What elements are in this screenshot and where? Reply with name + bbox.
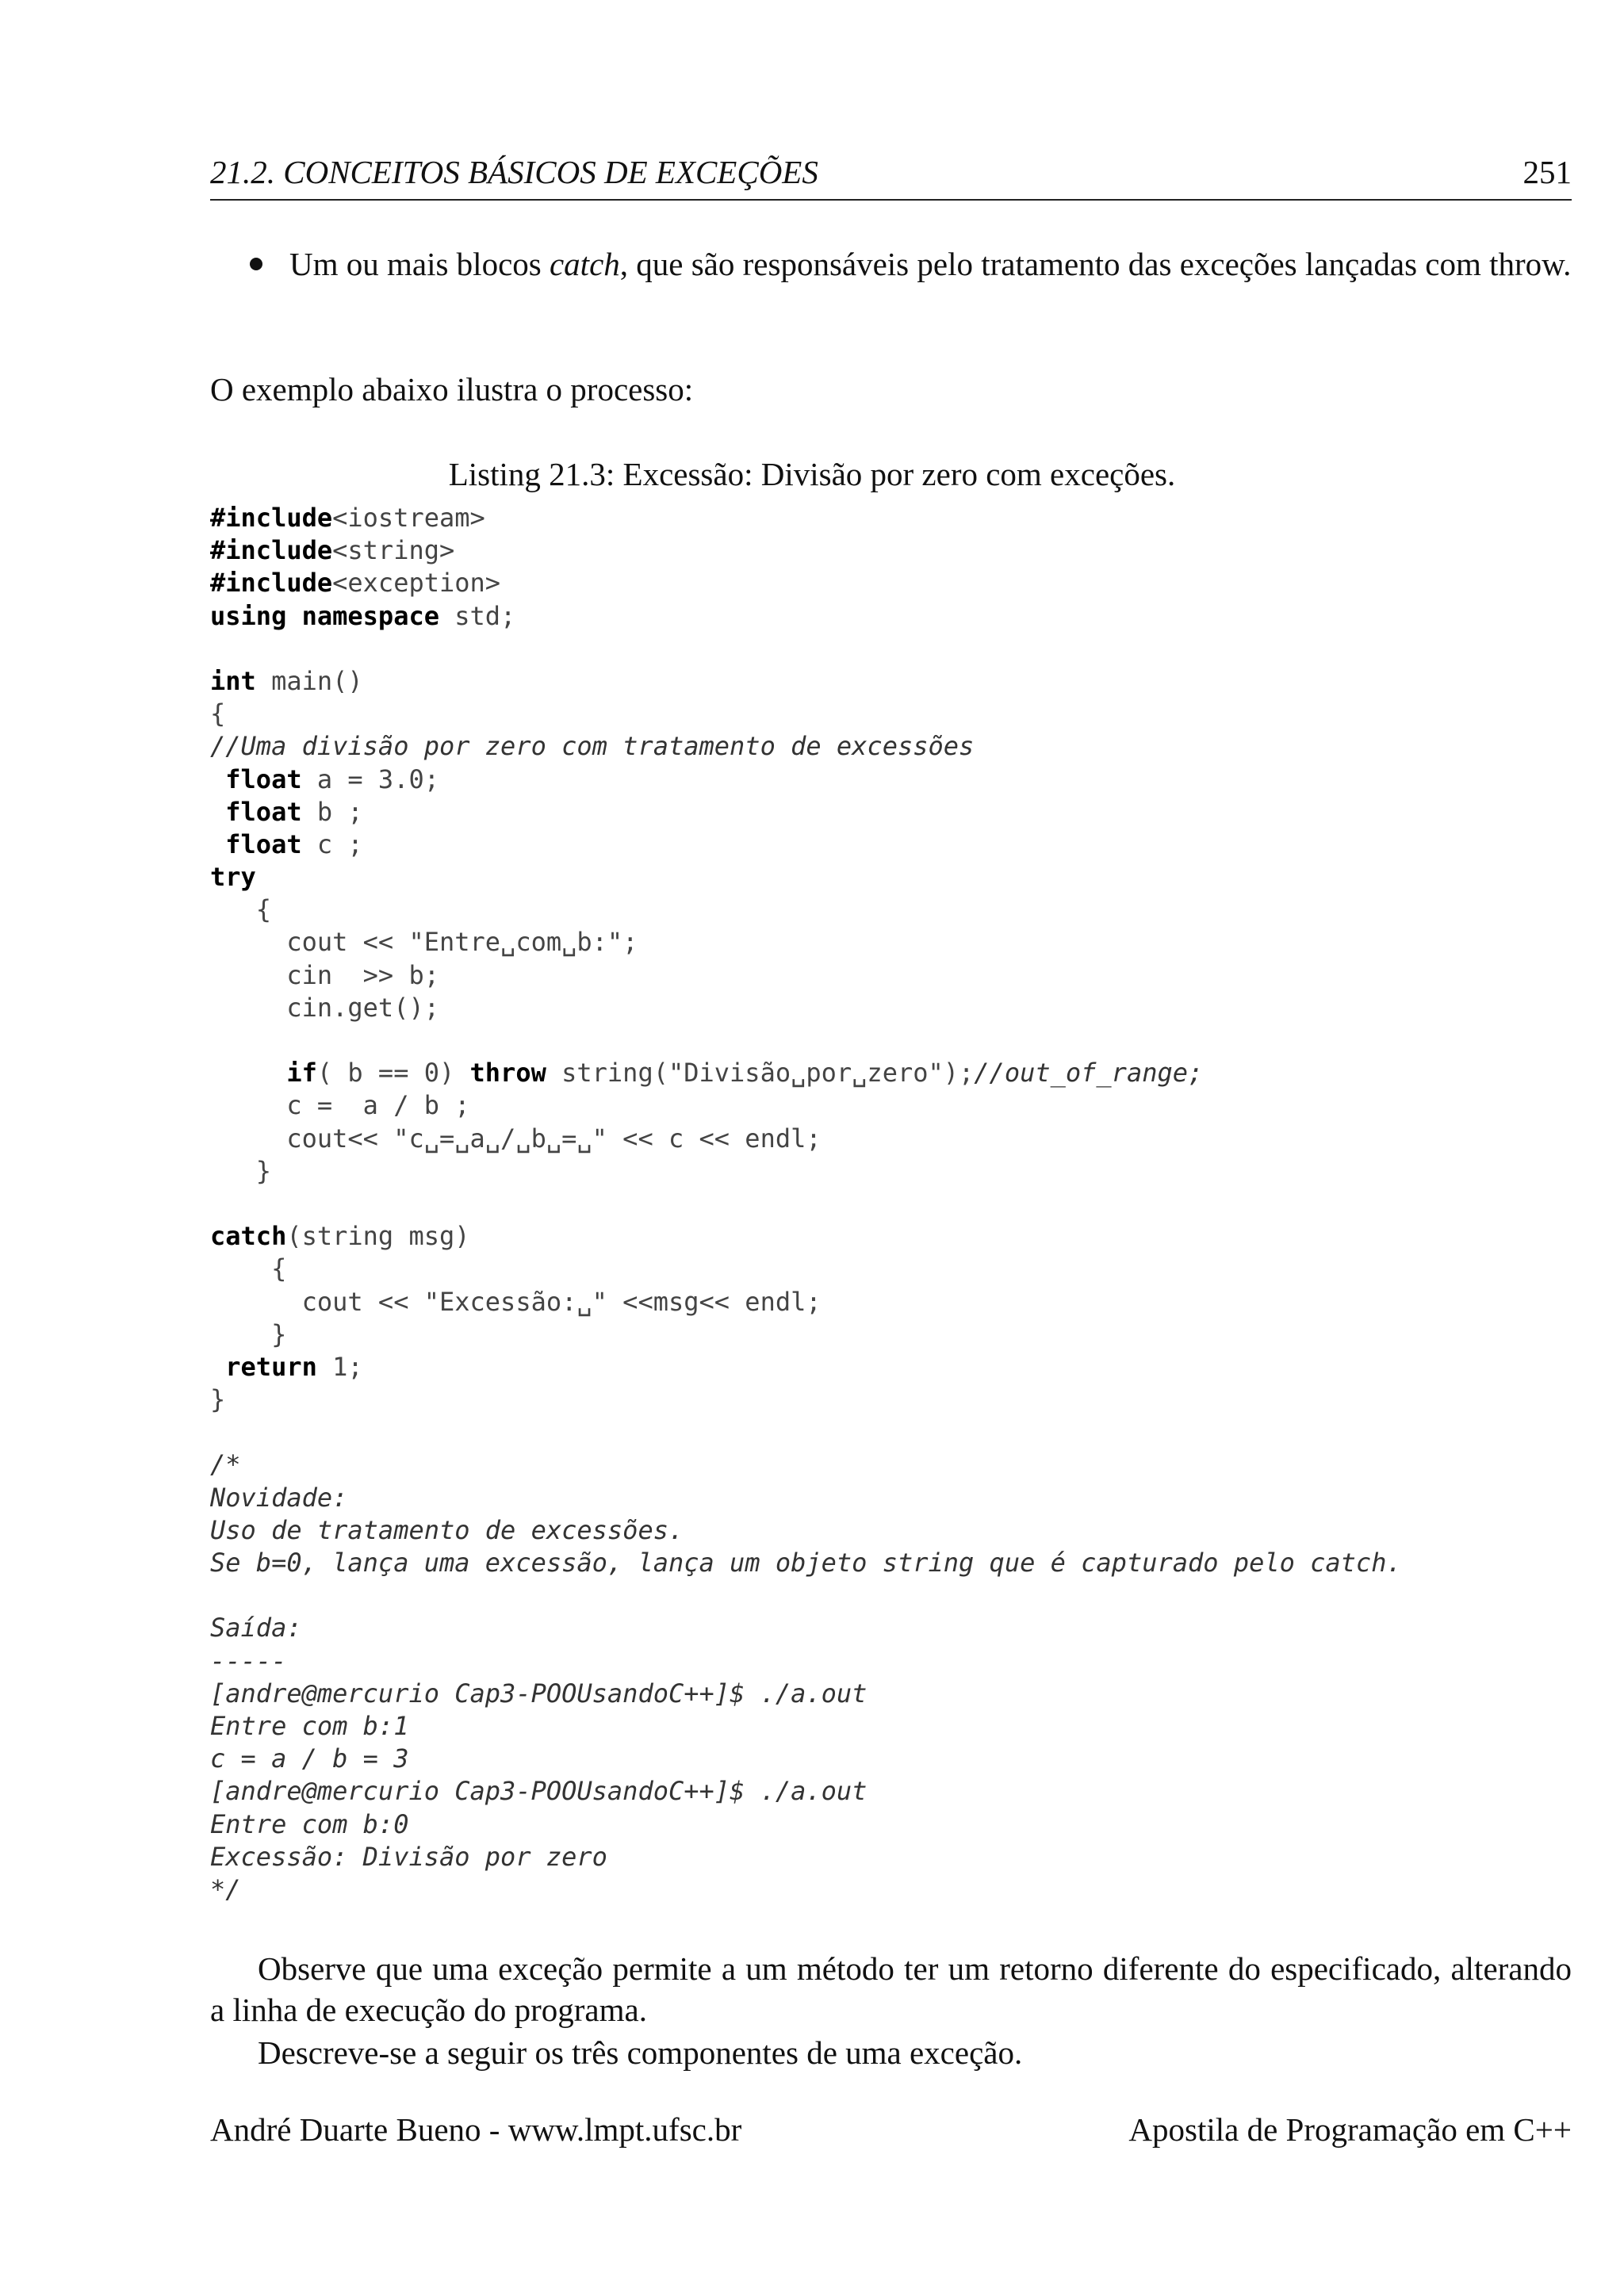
code-text: string("Divisão␣por␣zero"); [546,1058,975,1089]
code-keyword: #include [210,535,333,566]
code-text: <iostream> [332,503,485,533]
code-comment: [andre@mercurio Cap3-POOUsandoC++]$ ./a.out [210,1776,868,1807]
code-keyword: #include [210,568,333,599]
code-keyword: float [225,763,302,794]
code-text: ( b == 0) [316,1058,470,1089]
code-line [210,1024,1402,1057]
code-keyword: using [210,600,287,631]
code-keyword: throw [469,1058,546,1089]
code-line [210,1318,1402,1351]
code-text: cin >> b; [210,959,439,990]
code-line [210,1416,1402,1448]
code-line [210,1089,1402,1122]
code-line [210,1253,1402,1285]
code-line [210,992,1402,1024]
code-line [210,698,1402,730]
code-line [210,1743,1402,1775]
code-line [210,665,1402,698]
bullet-dot-icon [250,258,262,270]
code-line [210,1286,1402,1318]
footer-author: André Duarte Bueno - www.lmpt.ufsc.br [210,2111,742,2148]
code-line [210,959,1402,992]
code-line [210,600,1402,633]
code-line [210,1482,1402,1514]
code-text [210,1058,286,1088]
code-comment: Novidade: [210,1482,348,1513]
paragraph-descreve: Descreve-se a seguir os três componentes de uma exceção. [258,2034,1023,2071]
code-comment: [andre@mercurio Cap3-POOUsandoC++]$ ./a.out [210,1678,868,1709]
section-title: 21.2. CONCEITOS BÁSICOS DE EXCEÇÕES [210,154,818,190]
code-text [210,1352,225,1382]
code-keyword: float [225,828,302,859]
code-text: { [210,698,226,729]
code-line [210,1220,1402,1253]
code-keyword: int [210,665,256,696]
code-line [210,1448,1402,1481]
code-line [210,1775,1402,1808]
code-comment: Saída: [210,1613,302,1644]
code-line [210,894,1402,926]
code-text: std; [439,600,516,631]
code-text: main() [255,665,363,696]
code-text: <string> [332,535,455,566]
code-text [286,601,301,631]
code-keyword: return [225,1351,317,1382]
code-text: { [210,1253,287,1284]
code-comment: Entre com b:1 [210,1710,409,1741]
code-line [210,926,1402,959]
code-text: a = 3.0; [301,763,439,794]
code-text [210,829,225,859]
code-line [210,1841,1402,1873]
code-line [210,1057,1402,1089]
code-comment: */ [210,1873,241,1904]
code-comment: //Uma divisão por zero com tratamento de excessões [210,731,975,762]
code-text: { [210,894,272,925]
code-text: 1; [316,1351,363,1382]
code-line [210,1188,1402,1220]
code-line [210,1678,1402,1710]
code-keyword: catch [210,1221,287,1252]
code-text: } [210,1155,272,1186]
bullet-text-after: , que são responsáveis pelo tratamento das exceções lançadas com throw. [619,246,1572,282]
paragraph-observe: Observe que uma exceção permite a um método ter um retorno diferente do especificado, alterando a linha de execução do programa. [210,1950,1572,2028]
code-line [210,633,1402,665]
code-text [210,797,225,827]
code-line [210,1155,1402,1188]
code-text: } [210,1384,226,1415]
code-text: cout << "Excessão:␣" <<msg<< endl; [210,1286,822,1317]
code-line [210,763,1402,796]
footer-book-title: Apostila de Programação em C++ [1128,2111,1572,2148]
code-line [210,1579,1402,1612]
code-line [210,1873,1402,1906]
code-line [210,1808,1402,1841]
code-keyword: #include [210,503,333,533]
bullet-text [289,243,1571,285]
listing-caption: Listing 21.3: Excessão: Divisão por zero com exceções. [448,456,1176,492]
code-line [210,796,1402,828]
code-text: } [210,1318,287,1349]
code-comment: //out_of_range; [974,1058,1204,1089]
code-line [210,730,1402,763]
code-comment: ----- [210,1645,287,1676]
code-line [210,861,1402,894]
code-line [210,1123,1402,1155]
code-text: cin.get(); [210,992,439,1023]
code-text: c ; [301,828,363,859]
code-line [210,1645,1402,1678]
code-text: cout<< "c␣=␣a␣/␣b␣=␣" << c << endl; [210,1123,822,1154]
code-line [210,1514,1402,1547]
code-line [210,1547,1402,1579]
code-comment: c = a / b = 3 [210,1743,409,1774]
code-line [210,1383,1402,1416]
code-listing [210,502,1402,1906]
page-number: 251 [1522,154,1572,190]
code-line [210,828,1402,861]
code-text: b ; [301,796,363,827]
code-keyword: if [286,1058,317,1089]
code-comment: Se b=0, lança uma excessão, lança um objeto string que é capturado pelo catch. [210,1548,1402,1578]
code-line [210,1710,1402,1743]
code-text: <exception> [332,568,501,599]
code-comment: Entre com b:0 [210,1808,409,1839]
code-keyword: namespace [301,600,439,631]
code-comment: /* [210,1449,241,1480]
code-line [210,1612,1402,1644]
code-line [210,1351,1402,1383]
code-line [210,502,1402,534]
running-header [210,153,1572,201]
intro-paragraph: O exemplo abaixo ilustra o processo: [210,371,694,408]
bullet-text-before: Um ou mais blocos [289,246,550,282]
code-text [210,764,225,794]
code-text: cout << "Entre␣com␣b:"; [210,927,638,958]
code-text: (string msg) [286,1221,470,1252]
code-text: c = a / b ; [210,1090,470,1121]
code-comment: Excessão: Divisão por zero [210,1841,607,1872]
code-comment: Uso de tratamento de excessões. [210,1514,684,1545]
code-line [210,534,1402,567]
code-keyword: float [225,796,302,827]
code-line [210,567,1402,599]
code-keyword: try [210,862,256,893]
bullet-text-emphasis: catch [549,246,620,282]
